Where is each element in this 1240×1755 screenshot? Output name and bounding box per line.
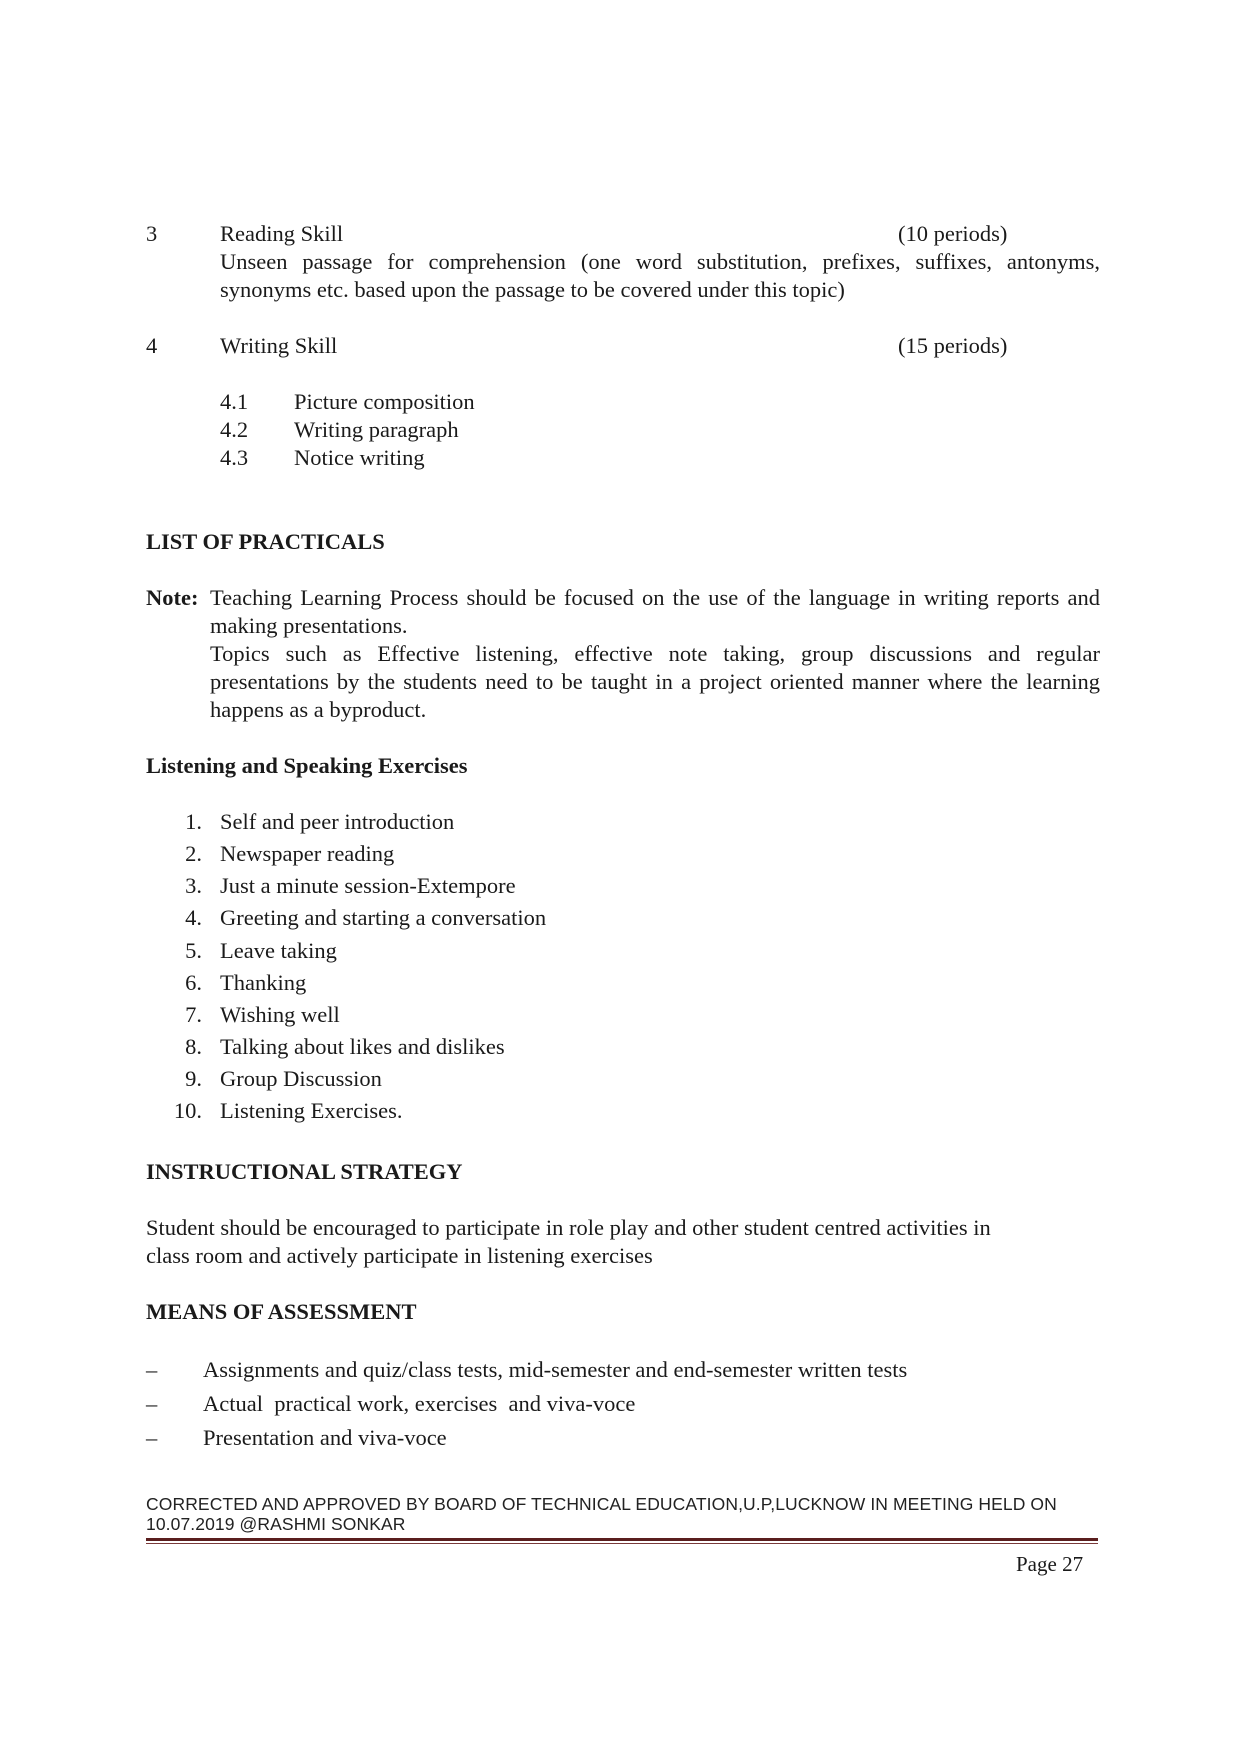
list-item: Talking about likes and dislikes [220, 1034, 505, 1059]
footer-approval-line1: CORRECTED AND APPROVED BY BOARD OF TECHNICAL EDUCATION,U.P,LUCKNOW IN MEETING HELD ON [146, 1494, 1057, 1514]
subitem-number: 4.2 [220, 417, 249, 442]
strategy-line2: class room and actively participate in listening exercises [146, 1243, 653, 1268]
note-label: Note: [146, 585, 199, 610]
footer-approval-line2: 10.07.2019 @RASHMI SONKAR [146, 1514, 406, 1534]
list-number: 4. [185, 905, 202, 930]
list-number: 8. [185, 1034, 202, 1059]
subitem-label: Notice writing [294, 445, 425, 470]
note-paragraph-2: Topics such as Effective listening, effective note taking, group discussions and regular presentations by the students need to be taught in a project oriented manner where the learning happens as a byproduct. [210, 641, 1100, 722]
subitem-label: Picture composition [294, 389, 475, 414]
strategy-line1: Student should be encouraged to participate in role play and other student centred activities in [146, 1215, 991, 1240]
list-item: Leave taking [220, 938, 337, 963]
listening-heading: Listening and Speaking Exercises [146, 753, 468, 778]
list-number: 5. [185, 938, 202, 963]
footer-rule [146, 1538, 1098, 1541]
assessment-item: Actual practical work, exercises and viva-voce [203, 1391, 636, 1416]
section-4-number: 4 [146, 333, 158, 358]
dash-bullet: – [146, 1391, 158, 1416]
list-item: Newspaper reading [220, 841, 395, 866]
section-4-periods: (15 periods) [898, 333, 1008, 358]
list-number: 1. [185, 809, 202, 834]
list-number: 3. [185, 873, 202, 898]
page-number: Page 27 [1016, 1552, 1084, 1576]
assessment-item: Presentation and viva-voce [203, 1425, 447, 1450]
list-item: Group Discussion [220, 1066, 382, 1091]
dash-bullet: – [146, 1425, 158, 1450]
list-number: 2. [185, 841, 202, 866]
note-paragraph-1: Teaching Learning Process should be focused on the use of the language in writing reports and making presentations. [210, 585, 1100, 638]
list-item: Listening Exercises. [220, 1098, 403, 1123]
footer-rule-thin [146, 1543, 1098, 1544]
list-item: Wishing well [220, 1002, 340, 1027]
section-3-body-line1: Unseen passage for comprehension (one word substitution, prefixes, suffixes, antonyms, [220, 249, 1100, 274]
subitem-number: 4.1 [220, 389, 249, 414]
section-3-periods: (10 periods) [898, 221, 1008, 246]
list-number: 7. [185, 1002, 202, 1027]
list-item: Just a minute session-Extempore [220, 873, 516, 898]
list-number: 6. [185, 970, 202, 995]
list-item: Greeting and starting a conversation [220, 905, 547, 930]
list-item: Self and peer introduction [220, 809, 455, 834]
assessment-heading: MEANS OF ASSESSMENT [146, 1299, 417, 1324]
section-3-title: Reading Skill [220, 221, 344, 246]
dash-bullet: – [146, 1357, 158, 1382]
subitem-number: 4.3 [220, 445, 249, 470]
section-3-number: 3 [146, 221, 158, 246]
list-number: 9. [185, 1066, 202, 1091]
subitem-label: Writing paragraph [294, 417, 459, 442]
list-number: 10. [173, 1098, 202, 1123]
section-3-body-line2: synonyms etc. based upon the passage to be covered under this topic) [220, 277, 845, 302]
assessment-item: Assignments and quiz/class tests, mid-semester and end-semester written tests [203, 1357, 908, 1382]
section-4-title: Writing Skill [220, 333, 338, 358]
list-item: Thanking [220, 970, 307, 995]
strategy-heading: INSTRUCTIONAL STRATEGY [146, 1159, 463, 1184]
practicals-heading: LIST OF PRACTICALS [146, 529, 385, 554]
